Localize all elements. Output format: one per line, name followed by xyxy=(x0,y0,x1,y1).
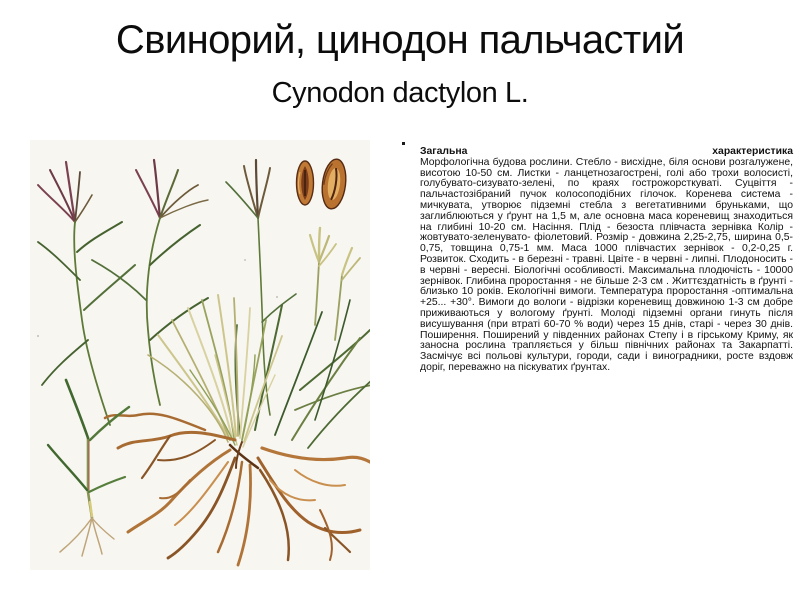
seed-left xyxy=(297,161,314,205)
page-title: Свинорий, цинодон пальчастий xyxy=(115,18,685,62)
slide-subtitle: Cynodon dactylon L. xyxy=(271,77,529,109)
heading-word-left: Загальна xyxy=(420,146,468,157)
plant-illustration xyxy=(30,140,370,570)
bullet-icon xyxy=(402,142,405,145)
heading-word-right: характеристика xyxy=(712,146,793,157)
description-body: Морфологічна будова рослини. Стебло - висхідне, біля основи розгалужене, висотою 10-50 см. Листки - ланцетнозагострені, голі або трохи волосисті, голубувато-сизувато-зелені, по краях гострожорсткуваті. Суцвіття - пальчастозібраний пучок колосоподібних гілочок. Коренева система - мичкувата, утворює підземні стебла з вегетативними бруньками, що заглиблюються у ґрунт на 1,5 м, але основна маса кореневищ знаходиться на глибині 10-20 см. Насіння. Плід - безоста плівчаста зернівка Колір - жовтувато-зеленувато- фіолетовий. Розмір - довжина 2,25-2,75, ширина 0,5-0,75, товщина 0,75-1 мм. Маса 1000 плівчастих зернівок - 0,2-0,25 г. Розвиток. Сходить - в березні - травні. Цвіте - в червні - липні. Плодоносить - в червні - вересні. Біологічні особливості. Максимальна плодючість - 10000 зернівок. Глибина проростання - не більше 2-3 см . Життєздатність в ґрунті - близько 10 років. Екологічні вимоги. Температура проростання -оптимальна +25... +30°. Вимоги до вологи - відрізки кореневищ довжиною 1-3 см добре приживаються у вологому ґрунті. Молоді підземні органи гинуть після висушування (при втраті 60-70 % води) через 15 днів, старі - через 30 днів. Поширення. Поширений у південних районах Степу і в гірському Криму, як заносна рослина трапляється у більш північних районах та Закарпатті. Засмічує всі польові культури, городи, сади і виноградники, росте вздовж доріг, переважно на піскуватих ґрунтах. xyxy=(420,156,793,373)
illustration-background xyxy=(30,140,370,570)
plant-illustration-svg xyxy=(30,140,370,570)
description-text xyxy=(420,147,793,374)
